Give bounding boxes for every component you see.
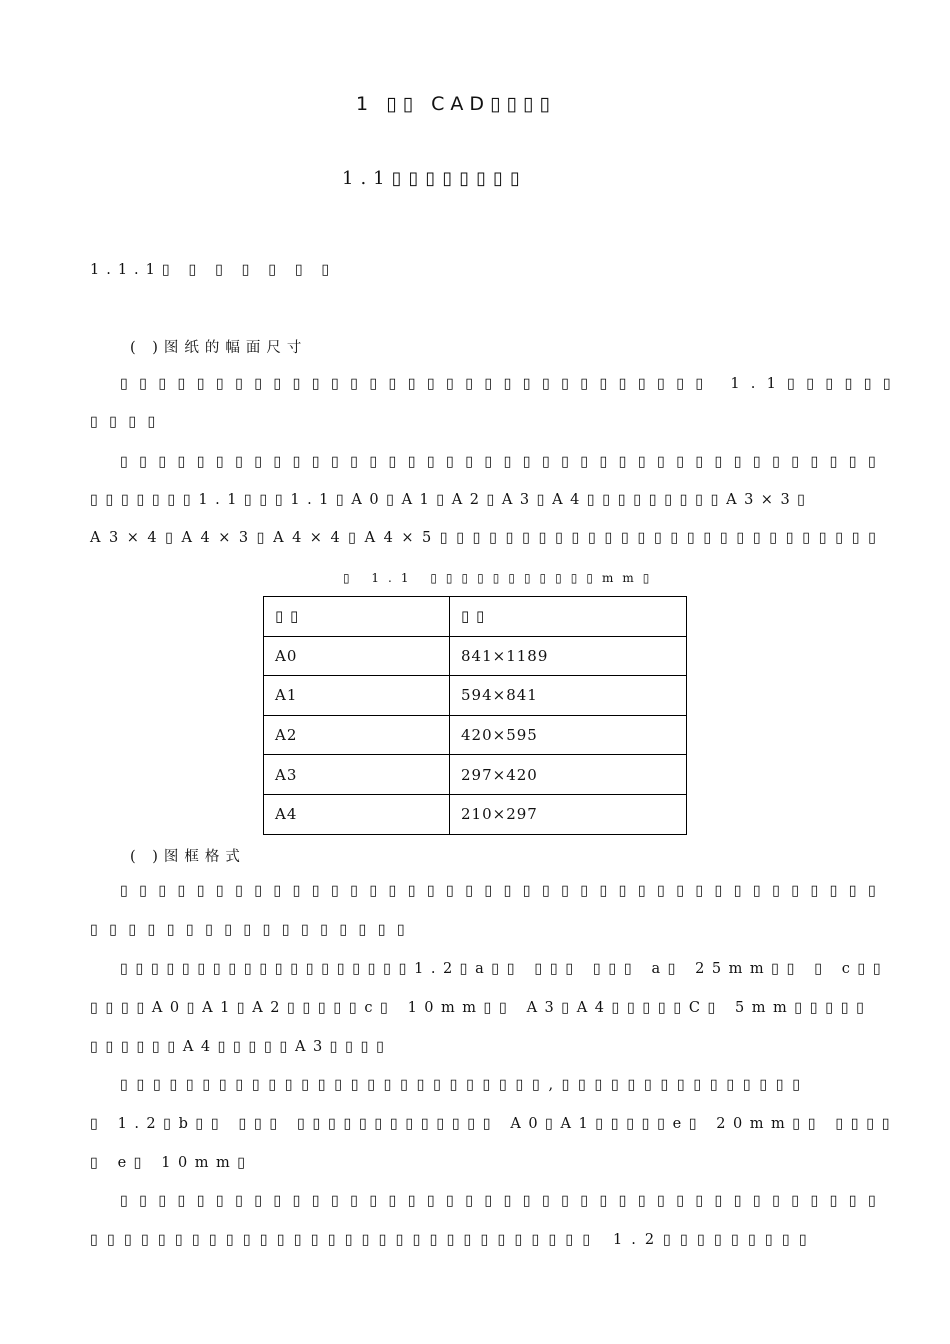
table-row bbox=[264, 636, 687, 676]
table-cell: A0 bbox=[264, 636, 450, 676]
table-row bbox=[264, 715, 687, 755]
table-cell: A1 bbox=[264, 676, 450, 716]
paragraph-line: ▯▯▯▯▯▯▯▯▯▯▯▯▯▯▯▯▯▯▯▯▯▯▯▯▯▯▯▯▯▯▯▯▯▯▯▯▯▯▯▯ bbox=[120, 454, 888, 470]
table-cell: 841×1189 bbox=[450, 636, 687, 676]
table-cell: A4 bbox=[264, 794, 450, 834]
table-row bbox=[264, 676, 687, 716]
heading-paper-size: ( )图纸的幅面尺寸 bbox=[130, 340, 308, 356]
heading-frame-format: ( )图框格式 bbox=[130, 849, 246, 865]
table-caption: ▯ 1.1 ▯▯▯▯▯▯▯▯▯▯▯mm▯ bbox=[343, 571, 659, 585]
table-row bbox=[264, 794, 687, 834]
paragraph-line: A3×4▯A4×3▯A4×4▯A4×5▯▯▯▯▯▯▯▯▯▯▯▯▯▯▯▯▯▯▯▯▯▯▯▯▯▯▯ bbox=[90, 530, 885, 546]
table-header-row bbox=[264, 597, 687, 637]
paragraph-line: ▯▯▯▯▯▯▯▯▯▯▯▯▯▯▯▯▯▯▯▯▯▯▯▯▯▯▯▯▯▯ 1.2▯▯▯▯▯▯▯▯▯ bbox=[90, 1232, 816, 1248]
table-cell: 594×841 bbox=[450, 676, 687, 716]
subsection-title: 1.1.1▯ ▯ ▯ ▯ ▯ ▯ ▯ bbox=[90, 262, 337, 278]
table-cell: A3 bbox=[264, 755, 450, 795]
paper-size-table bbox=[263, 596, 687, 835]
paragraph-line: ▯▯▯▯▯▯▯1.1▯▯▯1.1▯A0▯A1▯A2▯A3▯A4▯▯▯▯▯▯▯▯▯A3×3▯ bbox=[90, 492, 813, 508]
section-title: 1.1▯▯▯▯▯▯▯▯ bbox=[342, 168, 527, 189]
paragraph-line: ▯▯▯▯▯▯▯▯▯▯▯▯▯▯▯▯▯▯▯▯▯▯▯▯▯▯▯▯▯▯▯▯▯▯▯▯▯▯▯▯ bbox=[120, 883, 888, 899]
paragraph-line: ▯▯▯▯▯▯▯▯▯▯▯▯▯▯▯▯▯ bbox=[90, 922, 417, 938]
table-header-cell: ▯ ▯ bbox=[450, 597, 687, 637]
paragraph-line: ▯ 1.2▯b▯▯ ▯▯▯ ▯▯▯▯▯▯▯▯▯▯▯▯▯ A0▯A1▯▯▯▯▯e▯ 20mm▯▯ ▯▯▯▯ bbox=[90, 1116, 898, 1132]
table-header-cell: ▯ ▯ bbox=[264, 597, 450, 637]
paragraph-line: ▯ e▯ 10mm▯ bbox=[90, 1155, 253, 1171]
table-cell: 297×420 bbox=[450, 755, 687, 795]
paragraph-line: ▯▯▯▯ bbox=[90, 414, 167, 430]
paragraph-line: ▯▯▯▯A0▯A1▯A2▯▯▯▯▯c▯ 10mm▯▯ A3▯A4▯▯▯▯▯C▯ 5mm▯▯▯▯▯ bbox=[90, 1000, 872, 1016]
table-cell: 420×595 bbox=[450, 715, 687, 755]
table-row bbox=[264, 755, 687, 795]
paragraph-line: ▯▯▯▯▯▯▯▯▯▯▯▯▯▯▯▯▯▯▯1.2▯a▯▯ ▯▯▯ ▯▯▯ a▯ 25mm▯▯ ▯ c▯▯ bbox=[120, 961, 889, 977]
paragraph-line: ▯▯▯▯▯▯▯▯▯▯▯▯▯▯▯▯▯▯▯▯▯▯▯▯▯▯▯▯▯▯▯ 1.1▯▯▯▯▯▯ bbox=[120, 376, 903, 392]
table-cell: A2 bbox=[264, 715, 450, 755]
paragraph-line: ▯▯▯▯▯▯▯▯▯▯▯▯▯▯▯▯▯▯▯▯▯▯▯▯▯▯,▯▯▯▯▯▯▯▯▯▯▯▯▯▯▯ bbox=[120, 1077, 809, 1093]
paragraph-line: ▯▯▯▯▯▯A4▯▯▯▯▯A3▯▯▯▯ bbox=[90, 1039, 392, 1055]
chapter-title: 1 ▯▯ CAD▯▯▯▯ bbox=[356, 93, 556, 115]
table-cell: 210×297 bbox=[450, 794, 687, 834]
paragraph-line: ▯▯▯▯▯▯▯▯▯▯▯▯▯▯▯▯▯▯▯▯▯▯▯▯▯▯▯▯▯▯▯▯▯▯▯▯▯▯▯▯ bbox=[120, 1193, 888, 1209]
